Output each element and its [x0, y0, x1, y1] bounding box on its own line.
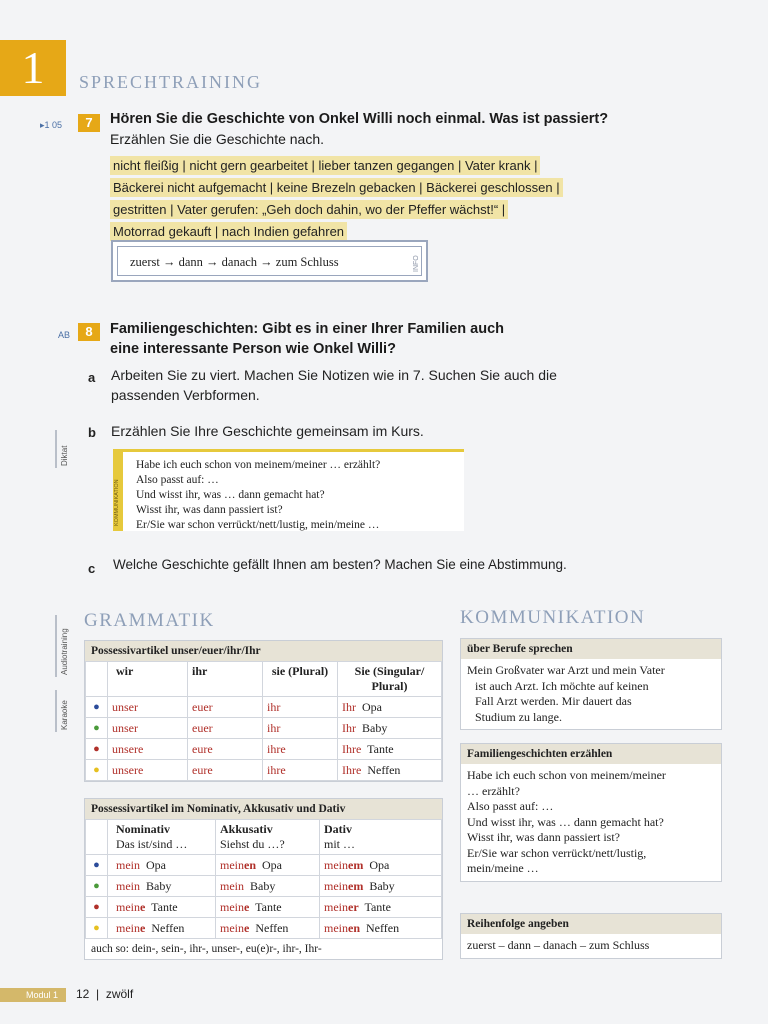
table-cell-noun: Opa	[362, 699, 382, 714]
noun: Tante	[255, 899, 282, 914]
table-row	[86, 918, 442, 939]
comm-box-title: Familiengeschichten erzählen	[461, 744, 721, 764]
table-header-row	[86, 820, 442, 855]
stem: mein	[220, 857, 244, 872]
noun: Baby	[146, 878, 172, 893]
subtask-a-line1: Arbeiten Sie zu viert. Machen Sie Notizen wie in 7. Suchen Sie auch die	[111, 367, 557, 383]
grammar-table-1	[84, 640, 443, 782]
audio-track-label[interactable]: ▸1 05	[40, 120, 63, 130]
comm-line: ist auch Arzt. Ich möchte auf keinen	[475, 678, 649, 693]
stem: mein	[220, 878, 244, 893]
phrase-list	[110, 155, 563, 241]
stem: mein	[324, 899, 348, 914]
noun: Tante	[364, 899, 391, 914]
neuter-dot: ●	[86, 718, 108, 739]
subtask-c-text: Welche Geschichte gefällt Ihnen am besten? Machen Sie eine Abstimmung.	[113, 557, 567, 572]
task-7-title: Hören Sie die Geschichte von Onkel Willi noch einmal. Was ist passiert?	[110, 111, 609, 127]
table-cell	[338, 697, 442, 718]
comm-box-body: zuerst – dann – danach – zum Schluss	[467, 938, 650, 952]
table-cell: euer	[188, 718, 263, 739]
karaoke-tab-label: Karaoke	[60, 700, 69, 730]
table-row	[86, 718, 442, 739]
column-header	[108, 820, 216, 855]
comm-line: Also passt auf: …	[467, 799, 554, 813]
table-cell-article: Ihr	[342, 720, 356, 735]
subtask-c-letter: c	[88, 561, 96, 576]
audiotraining-tab[interactable]	[55, 615, 69, 677]
noun: Baby	[250, 878, 276, 893]
communication-phrase: Also passt auf: …	[136, 474, 219, 486]
grammar-table-2	[84, 798, 443, 960]
table-cell: euer	[188, 697, 263, 718]
stem: mein	[116, 857, 140, 872]
possessive-cases-table	[85, 819, 442, 939]
ending: e	[244, 899, 250, 914]
comm-box-body	[461, 659, 721, 729]
case-question: mit …	[324, 837, 356, 851]
comm-line: Mein Großvater war Arzt und mein Vater	[467, 663, 665, 677]
subtask-b-letter: b	[88, 425, 96, 440]
column-header: Sie (Singular/ Plural)	[338, 662, 442, 697]
comm-box-family-stories	[460, 743, 722, 882]
table-cell	[108, 855, 216, 876]
noun: Opa	[262, 857, 282, 872]
stem: mein	[220, 920, 244, 935]
table-cell	[216, 918, 320, 939]
table-cell: eure	[188, 760, 263, 781]
audiotraining-tab-label: Audiotraining	[60, 628, 69, 675]
noun: Neffen	[151, 920, 185, 935]
stem: mein	[116, 878, 140, 893]
case-name: Akkusativ	[220, 822, 273, 836]
diktat-tab[interactable]	[55, 430, 69, 468]
table-cell	[108, 918, 216, 939]
table-cell	[338, 718, 442, 739]
table-cell-noun: Tante	[367, 741, 394, 756]
stem: mein	[324, 878, 348, 893]
case-question: Das ist/sind …	[116, 837, 188, 851]
table-cell: eure	[188, 739, 263, 760]
column-header	[216, 820, 320, 855]
page-number: 12	[76, 987, 90, 1001]
plural-dot: ●	[86, 760, 108, 781]
table-cell-article: Ihr	[342, 699, 356, 714]
communication-phrase: Habe ich euch schon von meinem/meiner … erzählt?	[136, 459, 381, 471]
task-8-title-line1: Familiengeschichten: Gibt es in einer Ihrer Familien auch	[110, 321, 505, 337]
possessive-plural-table	[85, 661, 442, 781]
page-separator: |	[96, 987, 100, 1001]
ending: e	[244, 920, 250, 935]
subtask-b-text: Erzählen Sie Ihre Geschichte gemeinsam im Kurs.	[111, 423, 424, 439]
table-cell: unser	[108, 697, 188, 718]
karaoke-tab[interactable]	[55, 690, 69, 732]
noun: Baby	[369, 878, 395, 893]
table-cell	[216, 876, 320, 897]
info-label: INFO	[413, 255, 420, 272]
grammatik-heading: GRAMMATIK	[84, 610, 215, 631]
table-cell	[108, 897, 216, 918]
page-word: zwölf	[105, 987, 134, 1001]
kommunikation-heading: KOMMUNIKATION	[460, 607, 646, 628]
table-cell: ihre	[263, 760, 338, 781]
masculine-dot: ●	[86, 855, 108, 876]
comm-box-order	[460, 913, 722, 959]
table-cell	[320, 897, 442, 918]
noun: Neffen	[255, 920, 289, 935]
comm-line: mein/meine …	[467, 861, 539, 875]
case-name: Nominativ	[116, 822, 170, 836]
masculine-dot: ●	[86, 697, 108, 718]
case-name: Dativ	[324, 822, 352, 836]
subtask-a-letter: a	[88, 370, 96, 385]
modul-label: Modul 1	[0, 988, 66, 1002]
noun: Neffen	[366, 920, 400, 935]
column-header: wir	[108, 662, 188, 697]
table-cell-article: Ihre	[342, 741, 362, 756]
communication-box	[113, 449, 464, 531]
noun: Opa	[369, 857, 390, 872]
table-cell	[320, 876, 442, 897]
feminine-dot: ●	[86, 739, 108, 760]
table-row	[86, 760, 442, 781]
neuter-dot: ●	[86, 876, 108, 897]
table-row	[86, 855, 442, 876]
ending: en	[244, 857, 256, 872]
phrase-line: Motorrad gekauft | nach Indien gefahren	[110, 222, 347, 241]
comm-line: Fall Arzt werden. Mir dauert das	[475, 694, 632, 708]
table-cell-noun: Baby	[362, 720, 388, 735]
table-cell	[216, 897, 320, 918]
communication-phrases	[136, 458, 380, 533]
comm-line: Habe ich euch schon von meinem/meiner	[467, 768, 666, 782]
comm-line: Wisst ihr, was dann passiert ist?	[467, 830, 621, 844]
comm-line: Er/Sie war schon verrückt/nett/lustig,	[467, 845, 647, 860]
ending: er	[348, 899, 359, 914]
case-question: Siehst du …?	[220, 837, 285, 851]
communication-phrase: Und wisst ihr, was … dann gemacht hat?	[136, 489, 325, 501]
table-cell: ihre	[263, 739, 338, 760]
table-cell	[320, 855, 442, 876]
stem: mein	[220, 899, 244, 914]
table-row	[86, 697, 442, 718]
comm-line: Und wisst ihr, was … dann gemacht hat?	[467, 814, 664, 829]
phrase-line: gestritten | Vater gerufen: „Geh doch dahin, wo der Pfeffer wächst!“ |	[110, 200, 508, 219]
noun: Tante	[151, 899, 178, 914]
grammar-table-2-title: Possessivartikel im Nominativ, Akkusativ und Dativ	[85, 799, 442, 819]
table-cell: unser	[108, 718, 188, 739]
comm-line: Studium zu lange.	[475, 709, 562, 724]
sequence-info-box	[111, 240, 428, 282]
sequence-text: zuerst → dann → danach → zum Schluss	[117, 246, 422, 276]
plural-dot: ●	[86, 918, 108, 939]
table-cell	[338, 739, 442, 760]
ending: em	[348, 857, 364, 872]
communication-phrase: Wisst ihr, was dann passiert ist?	[136, 504, 283, 516]
workbook-label: AB	[58, 330, 71, 340]
table-row	[86, 739, 442, 760]
comm-box-body	[461, 764, 721, 881]
table-cell: ihr	[263, 697, 338, 718]
section-title: SPRECHTRAINING	[79, 72, 263, 92]
grammar-footnote: auch so: dein-, sein-, ihr-, unser-, eu(e)r-, ihr-, Ihr-	[91, 943, 322, 955]
subtask-a-line2: passenden Verbformen.	[111, 387, 260, 403]
table-cell: unsere	[108, 739, 188, 760]
phrase-line: nicht fleißig | nicht gern gearbeitet | lieber tanzen gegangen | Vater krank |	[110, 156, 540, 175]
ending: e	[140, 920, 146, 935]
comm-box-title: Reihenfolge angeben	[461, 914, 721, 934]
table-cell: unsere	[108, 760, 188, 781]
stem: mein	[116, 920, 140, 935]
column-header: sie (Plural)	[263, 662, 338, 697]
communication-phrase: Er/Sie war schon verrückt/nett/lustig, mein/meine …	[136, 519, 380, 531]
grammar-table-1-title: Possessivartikel unser/euer/ihr/Ihr	[85, 641, 442, 661]
feminine-dot: ●	[86, 897, 108, 918]
ending: em	[348, 878, 364, 893]
diktat-tab-label: Diktat	[60, 445, 69, 466]
table-row	[86, 897, 442, 918]
table-cell: ihr	[263, 718, 338, 739]
table-cell	[320, 918, 442, 939]
column-header: ihr	[188, 662, 263, 697]
task-8-number: 8	[78, 323, 100, 341]
task-8-title-line2: eine interessante Person wie Onkel Willi?	[110, 341, 396, 357]
ending: e	[140, 899, 146, 914]
table-cell	[216, 855, 320, 876]
task-7-number: 7	[78, 114, 100, 132]
stem: mein	[324, 920, 348, 935]
comm-box-title: über Berufe sprechen	[461, 639, 721, 659]
stem: mein	[324, 857, 348, 872]
column-header	[320, 820, 442, 855]
table-row	[86, 876, 442, 897]
table-cell	[338, 760, 442, 781]
unit-number: 1	[0, 40, 66, 96]
ending: en	[348, 920, 360, 935]
communication-side-label: KOMMUNIKATION	[114, 479, 120, 526]
table-header-row	[86, 662, 442, 697]
table-cell-noun: Neffen	[367, 762, 401, 777]
page-footer	[76, 987, 133, 1001]
comm-box-professions	[460, 638, 722, 730]
noun: Opa	[146, 857, 166, 872]
comm-line: … erzählt?	[467, 783, 520, 798]
table-cell-article: Ihre	[342, 762, 362, 777]
table-cell	[108, 876, 216, 897]
task-7-subtitle: Erzählen Sie die Geschichte nach.	[110, 131, 325, 147]
phrase-line: Bäckerei nicht aufgemacht | keine Brezeln gebacken | Bäckerei geschlossen |	[110, 178, 563, 197]
stem: mein	[116, 899, 140, 914]
